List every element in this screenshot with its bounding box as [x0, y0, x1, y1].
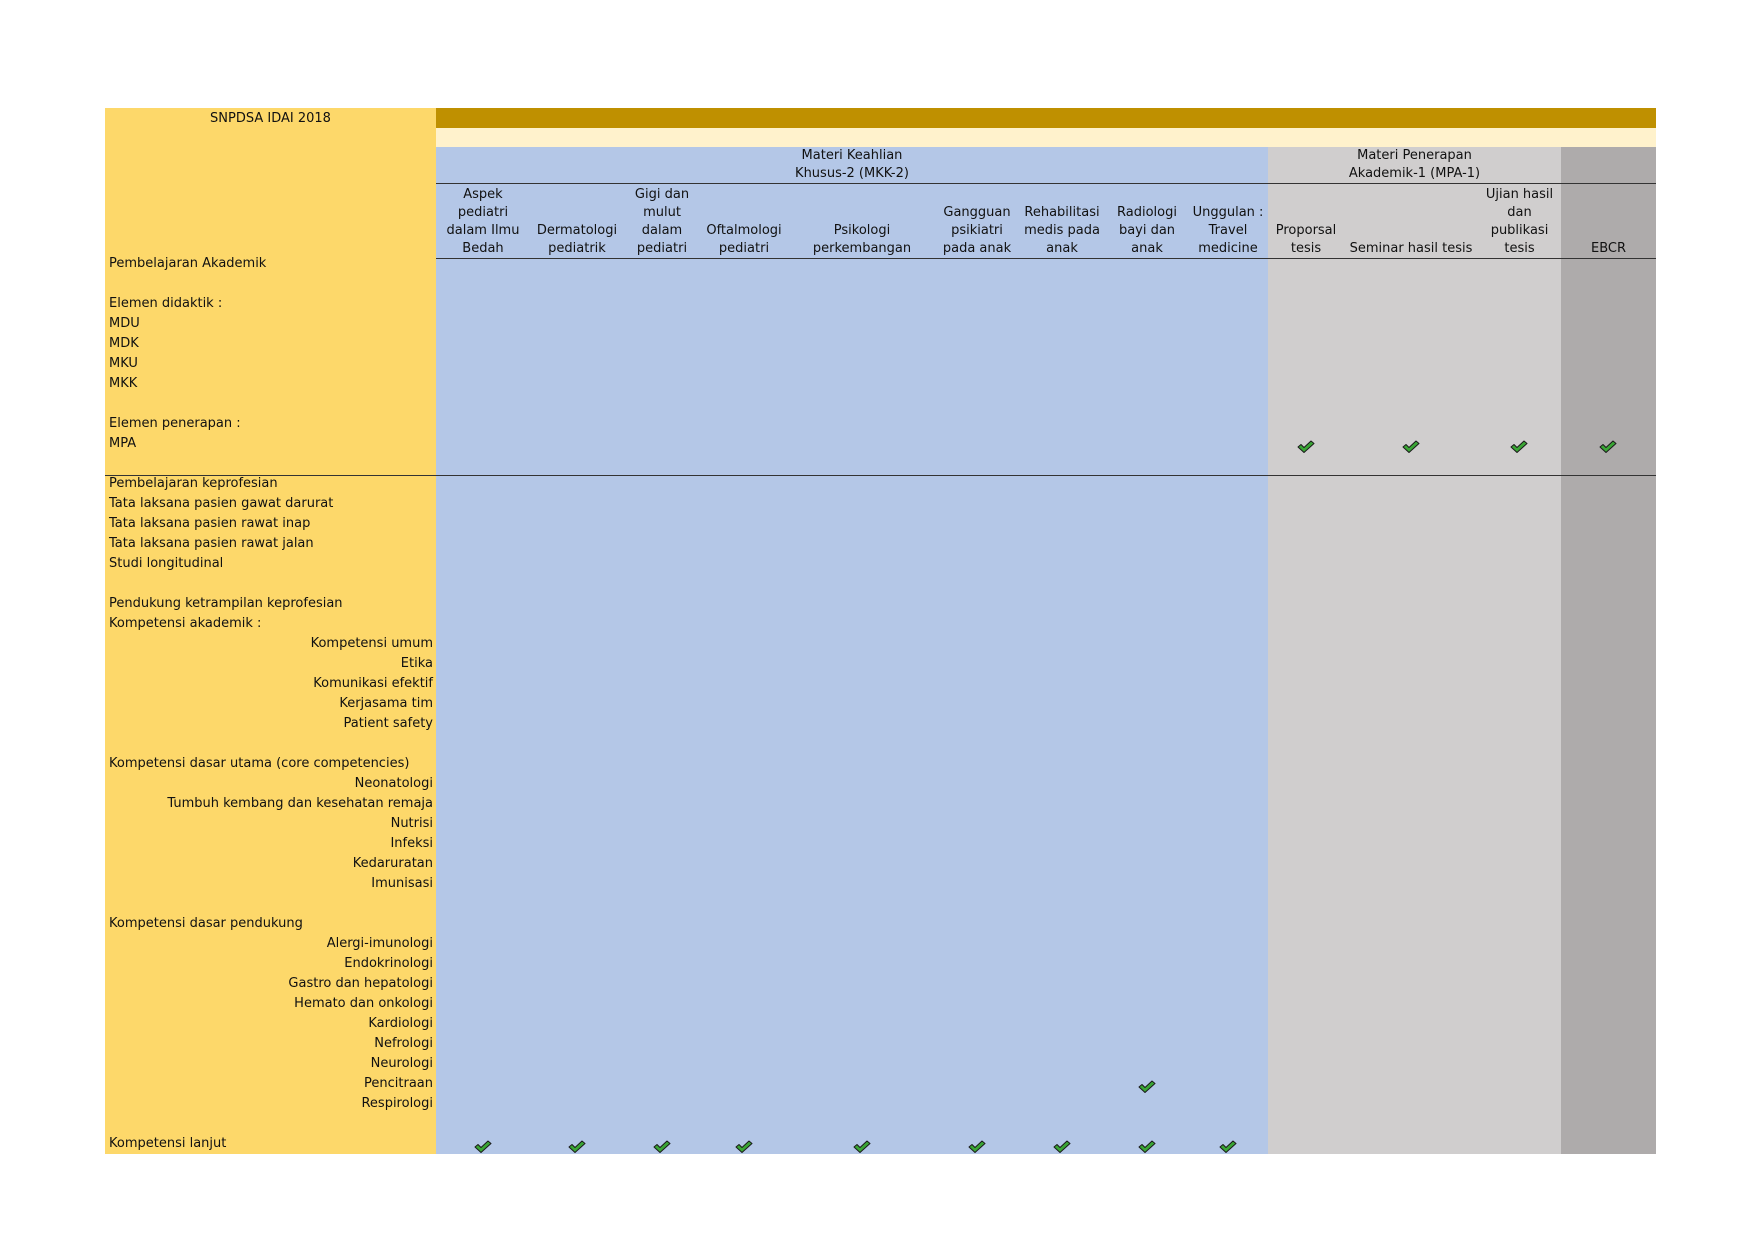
row-label: Kompetensi lanjut — [109, 1136, 227, 1151]
row-label: Tata laksana pasien rawat inap — [109, 516, 311, 531]
row-label: Pendukung ketrampilan keprofesian — [109, 596, 343, 611]
row-label: MKU — [109, 356, 138, 371]
column-header: Unggulan : Travel medicine — [1192, 205, 1264, 256]
column-header: EBCR — [1590, 241, 1626, 256]
row-label: MKK — [109, 376, 138, 391]
header-band-gold — [436, 108, 1656, 128]
column-header: Aspek pediatri dalam Ilmu Bedah — [446, 187, 520, 256]
checkmark-icon — [853, 1140, 871, 1154]
row-label: Nutrisi — [390, 816, 433, 831]
column-header: Dermatologi pediatrik — [536, 223, 618, 256]
row-label: MDU — [109, 316, 140, 331]
row-label: Kedaruratan — [352, 856, 433, 871]
row-label: Infeksi — [390, 836, 433, 851]
row-label: Hemato dan onkologi — [294, 996, 433, 1011]
column-header-divider — [436, 258, 1656, 259]
mkk-region — [436, 147, 1268, 1154]
row-label: Kompetensi dasar utama (core competencies) — [109, 756, 410, 771]
group-header-mkk: Materi Keahlian Khusus-2 (MKK-2) — [795, 148, 909, 181]
checkmark-icon — [1138, 1080, 1156, 1094]
column-header: Proporsal tesis — [1275, 223, 1337, 256]
row-label: Neurologi — [370, 1056, 433, 1071]
row-label: Kompetensi umum — [310, 636, 433, 651]
column-header: Gigi dan mulut dalam pediatri — [634, 187, 690, 256]
row-label: Pembelajaran Akademik — [109, 256, 267, 271]
row-label: Gastro dan hepatologi — [288, 976, 433, 991]
row-label: Komunikasi efektif — [313, 676, 433, 691]
row-label: Elemen penerapan : — [109, 416, 241, 431]
column-header: Rehabilitasi medis pada anak — [1024, 205, 1100, 256]
checkmark-icon — [1599, 440, 1617, 454]
row-label: Kompetensi dasar pendukung — [109, 916, 303, 931]
row-label: Tata laksana pasien rawat jalan — [109, 536, 314, 551]
row-label: Kardiologi — [368, 1016, 433, 1031]
checkmark-icon — [1510, 440, 1528, 454]
group-header-divider — [436, 183, 1656, 184]
row-label: Tumbuh kembang dan kesehatan remaja — [167, 796, 433, 811]
checkmark-icon — [735, 1140, 753, 1154]
column-header: Gangguan psikiatri pada anak — [942, 205, 1012, 256]
column-header: Oftalmologi pediatri — [706, 223, 782, 256]
row-label: MPA — [109, 436, 137, 451]
checkmark-icon — [1053, 1140, 1071, 1154]
row-label: Pembelajaran keprofesian — [109, 476, 278, 491]
row-label: Kompetensi akademik : — [109, 616, 262, 631]
row-label: Patient safety — [343, 716, 433, 731]
ebcr-region — [1561, 147, 1656, 1154]
row-label: Kerjasama tim — [339, 696, 433, 711]
row-label: Respirologi — [361, 1096, 433, 1111]
checkmark-icon — [968, 1140, 986, 1154]
row-label: MDK — [109, 336, 139, 351]
column-header: Ujian hasil dan publikasi tesis — [1485, 187, 1554, 256]
header-band-cream — [436, 128, 1656, 147]
checkmark-icon — [1402, 440, 1420, 454]
group-header-mpa: Materi Penerapan Akademik-1 (MPA-1) — [1348, 148, 1481, 181]
row-label: Etika — [400, 656, 433, 671]
row-label: Elemen didaktik : — [109, 296, 223, 311]
row-label: Imunisasi — [371, 876, 433, 891]
mpa-region — [1268, 147, 1561, 1154]
checkmark-icon — [653, 1140, 671, 1154]
row-label: Endokrinologi — [344, 956, 433, 971]
sheet-title: SNPDSA IDAI 2018 — [210, 111, 331, 126]
checkmark-icon — [1138, 1140, 1156, 1154]
column-header: Seminar hasil tesis — [1349, 241, 1473, 256]
competency-matrix-sheet — [105, 108, 1656, 1154]
row-label: Alergi-imunologi — [326, 936, 433, 951]
row-label: Tata laksana pasien gawat darurat — [109, 496, 334, 511]
checkmark-icon — [1219, 1140, 1237, 1154]
row-label: Nefrologi — [374, 1036, 433, 1051]
checkmark-icon — [1297, 440, 1315, 454]
checkmark-icon — [568, 1140, 586, 1154]
row-label: Pencitraan — [364, 1076, 433, 1091]
row-label: Neonatologi — [354, 776, 433, 791]
column-header: Radiologi bayi dan anak — [1117, 205, 1177, 256]
column-header: Psikologi perkembangan — [812, 223, 912, 256]
checkmark-icon — [474, 1140, 492, 1154]
row-label: Studi longitudinal — [109, 556, 224, 571]
